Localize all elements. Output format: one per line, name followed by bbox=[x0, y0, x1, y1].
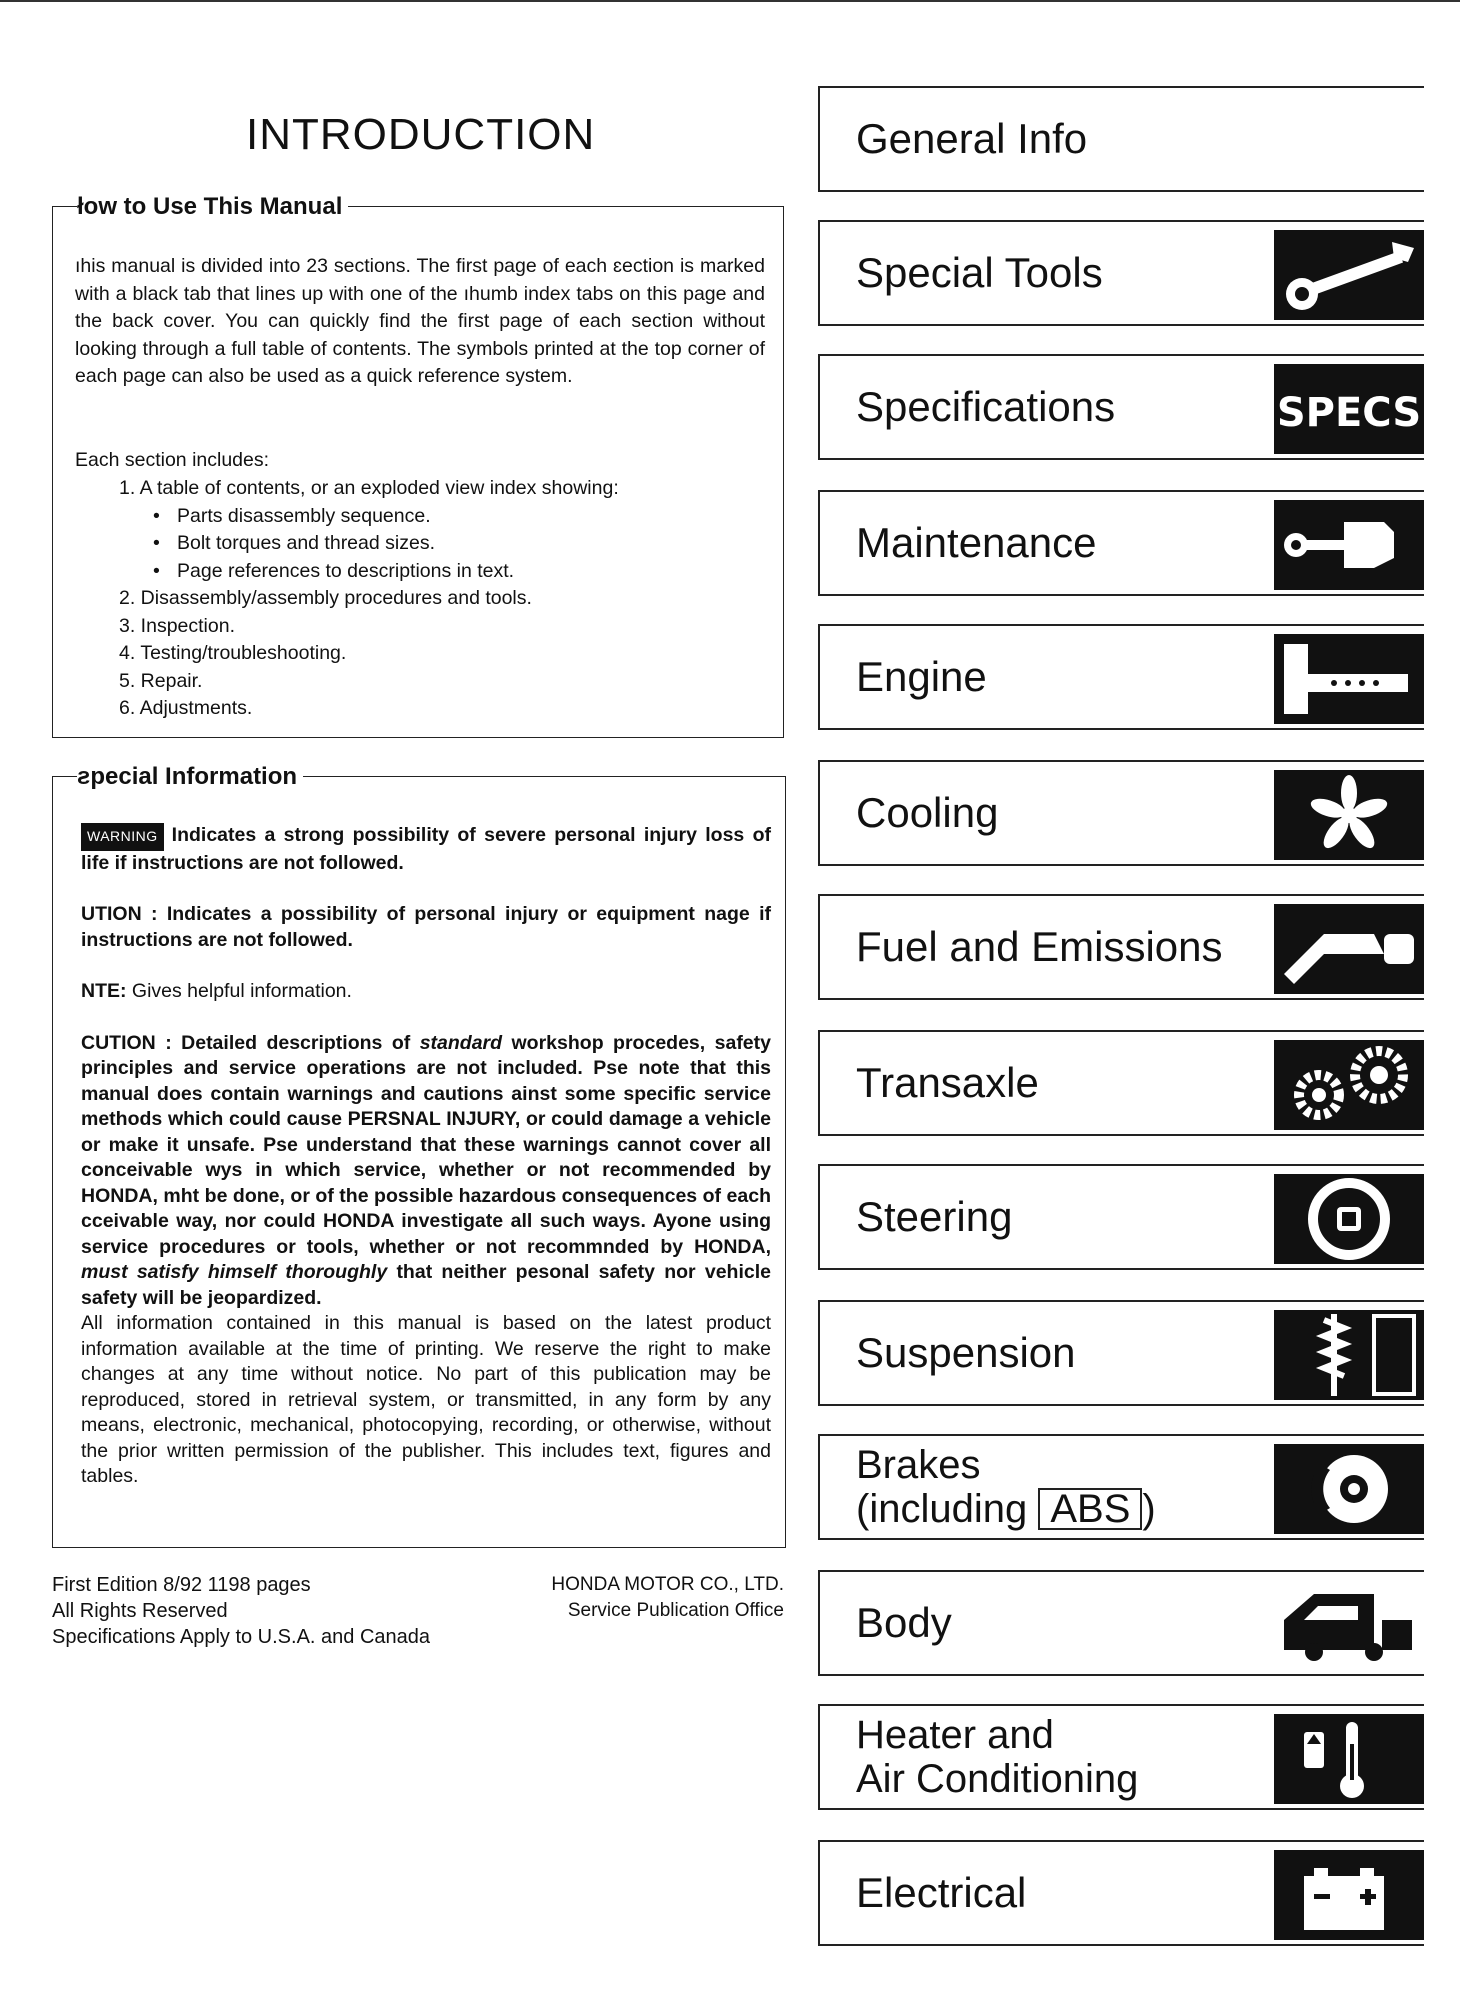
how-to-use-section bbox=[52, 193, 784, 738]
caution-paragraph: UTION : Indicates a possibility of personal injury or equipment nage if instructions are not followed. bbox=[81, 903, 771, 951]
company-name: HONDA MOTOR CO., LTD. bbox=[551, 1574, 784, 1595]
brake-disc-icon bbox=[1274, 1444, 1424, 1534]
hand-wrench-icon bbox=[1274, 500, 1424, 590]
abs-badge: ABS bbox=[1038, 1488, 1142, 1530]
caution-label: UTION : bbox=[81, 903, 158, 925]
tab-label: Transaxle bbox=[856, 1059, 1039, 1106]
list-item: 6. Adjustments. bbox=[119, 697, 253, 719]
list-item: 4. Testing/troubleshooting. bbox=[119, 642, 347, 664]
tab-label: Suspension bbox=[856, 1329, 1076, 1376]
office-name: Service Publication Office bbox=[567, 1600, 784, 1621]
tab-specifications[interactable] bbox=[818, 354, 1424, 460]
tab-label: General Info bbox=[856, 115, 1088, 162]
tab-label: Special Tools bbox=[856, 249, 1103, 296]
edition-line: First Edition 8/92 1198 pages bbox=[52, 1574, 311, 1596]
gears-icon bbox=[1274, 1040, 1424, 1130]
tab-label: Steering bbox=[856, 1193, 1013, 1240]
tab-brakes[interactable] bbox=[818, 1434, 1424, 1540]
sub-list-item: • Bolt torques and thread sizes. bbox=[153, 530, 619, 558]
edition-info bbox=[52, 1572, 430, 1650]
specs-icon bbox=[1274, 364, 1424, 454]
section-includes-label: Each section includes: bbox=[75, 449, 270, 471]
tab-suspension[interactable] bbox=[818, 1300, 1424, 1406]
tab-label: Electrical bbox=[856, 1869, 1027, 1916]
engine-icon bbox=[1274, 634, 1424, 724]
how-to-use-heading: łow to Use This Manual bbox=[77, 193, 348, 221]
tab-maintenance[interactable] bbox=[818, 490, 1424, 596]
list-item: 5. Repair. bbox=[119, 669, 203, 692]
how-to-use-intro: ıhis manual is divided into 23 sections. The first page of each ɛection is marked with a black tab that lines up with one of the ıhumb index tabs on this page and the back cover. You can quickly find the first page of each section without looking through a full table of contents. The symbols printed at the top corner of each page can also be used as a quick reference system. bbox=[75, 255, 765, 387]
tab-electrical[interactable] bbox=[818, 1840, 1424, 1946]
sub-list bbox=[153, 503, 619, 586]
tab-cooling[interactable] bbox=[818, 760, 1424, 866]
tab-general-info[interactable] bbox=[818, 86, 1424, 192]
car-body-icon bbox=[1274, 1580, 1424, 1670]
warning-paragraph: WARNING Indicates a strong possibility of severe personal injury loss of life if instructions are not followed. bbox=[81, 824, 771, 874]
steering-wheel-icon bbox=[1274, 1174, 1424, 1264]
tab-label: Maintenance bbox=[856, 519, 1097, 566]
shock-absorber-icon bbox=[1274, 1310, 1424, 1400]
tab-label: Heater and Air Conditioning bbox=[856, 1713, 1139, 1801]
tab-special-tools[interactable] bbox=[818, 220, 1424, 326]
fuel-nozzle-icon bbox=[1274, 904, 1424, 994]
specs-icon-text: SPECS bbox=[1276, 390, 1422, 436]
tab-label: Brakes (including ABS ) bbox=[856, 1443, 1156, 1531]
tab-label: Body bbox=[856, 1599, 952, 1646]
special-information-heading: ƨpecial Information bbox=[77, 763, 303, 791]
wrench-icon bbox=[1274, 230, 1424, 320]
tab-label: Fuel and Emissions bbox=[856, 923, 1223, 970]
tab-fuel-and-emissions[interactable] bbox=[818, 894, 1424, 1000]
note-paragraph: NTE: Gives helpful information. bbox=[81, 980, 352, 1002]
publisher-info bbox=[500, 1572, 784, 1624]
sub-list-item: • Page references to descriptions in text. bbox=[153, 558, 619, 586]
list-item: 3. Inspection. bbox=[119, 614, 235, 637]
note-label: NTE: bbox=[81, 980, 127, 1002]
caution-detail-label: CUTION : bbox=[81, 1031, 172, 1054]
warning-label: WARNING bbox=[81, 823, 164, 851]
tab-transaxle[interactable] bbox=[818, 1030, 1424, 1136]
thermometer-icon bbox=[1274, 1714, 1424, 1804]
special-information-body bbox=[81, 823, 771, 1490]
list-item: 2. Disassembly/assembly procedures and tools. bbox=[119, 587, 532, 609]
specs-apply-line: Specifications Apply to U.S.A. and Canada bbox=[52, 1626, 431, 1648]
caution-detail-paragraph: CUTION : Detailed descriptions of standard workshop procedes, safety principles and service operations are not included. Pse note that this manual does contain warnings and cautions ainst some specific service methods which could cause PERSNAL INJURY, or could damage a vehicle or make it unsafe. Pse understand that these warnings cannot cover all conceivable wys in which service, whether or not recommended by HONDA, mht be done, or of the possible hazardous consequences of each cceivable way, nor could HONDA investigate all such ways. Ayone using service procedures or tools, whether or not recommnded by HONDA, must satisfy himself thoroughly that neither pesonal safety nor vehicle safety will be jeopardized. bbox=[81, 1031, 771, 1309]
special-information-section bbox=[52, 763, 786, 1548]
tab-label: Specifications bbox=[856, 383, 1116, 430]
section-includes-list bbox=[119, 475, 619, 723]
sub-list-item: • Parts disassembly sequence. bbox=[153, 503, 619, 531]
tab-steering[interactable] bbox=[818, 1164, 1424, 1270]
battery-icon bbox=[1274, 1850, 1424, 1940]
tab-label: Cooling bbox=[856, 789, 999, 836]
list-item: 1. A table of contents, or an exploded view index showing: • Parts disassembly sequence. • Bolt torques and thread sizes. • Page references to descriptions in text. bbox=[119, 475, 619, 585]
tab-body[interactable] bbox=[818, 1570, 1424, 1676]
rights-line: All Rights Reserved bbox=[52, 1600, 228, 1622]
all-information-paragraph: All information contained in this manual is based on the latest product information available at the time of printing. We reserve the right to make changes at any time without notice. No part of this publication may be reproduced, stored in retrieval system, or transmitted, in any form by any means, electronic, mechanical, photocopying, recording, or otherwise, without the prior written permission of the publisher. This includes text, figures and tables. bbox=[81, 1312, 771, 1487]
tab-heater-and-air-conditioning[interactable] bbox=[818, 1704, 1424, 1810]
page-top-edge bbox=[0, 0, 1460, 2]
fan-icon bbox=[1274, 770, 1424, 860]
tab-label: Engine bbox=[856, 653, 987, 700]
tab-engine[interactable] bbox=[818, 624, 1424, 730]
page-title: INTRODUCTION bbox=[246, 110, 596, 159]
